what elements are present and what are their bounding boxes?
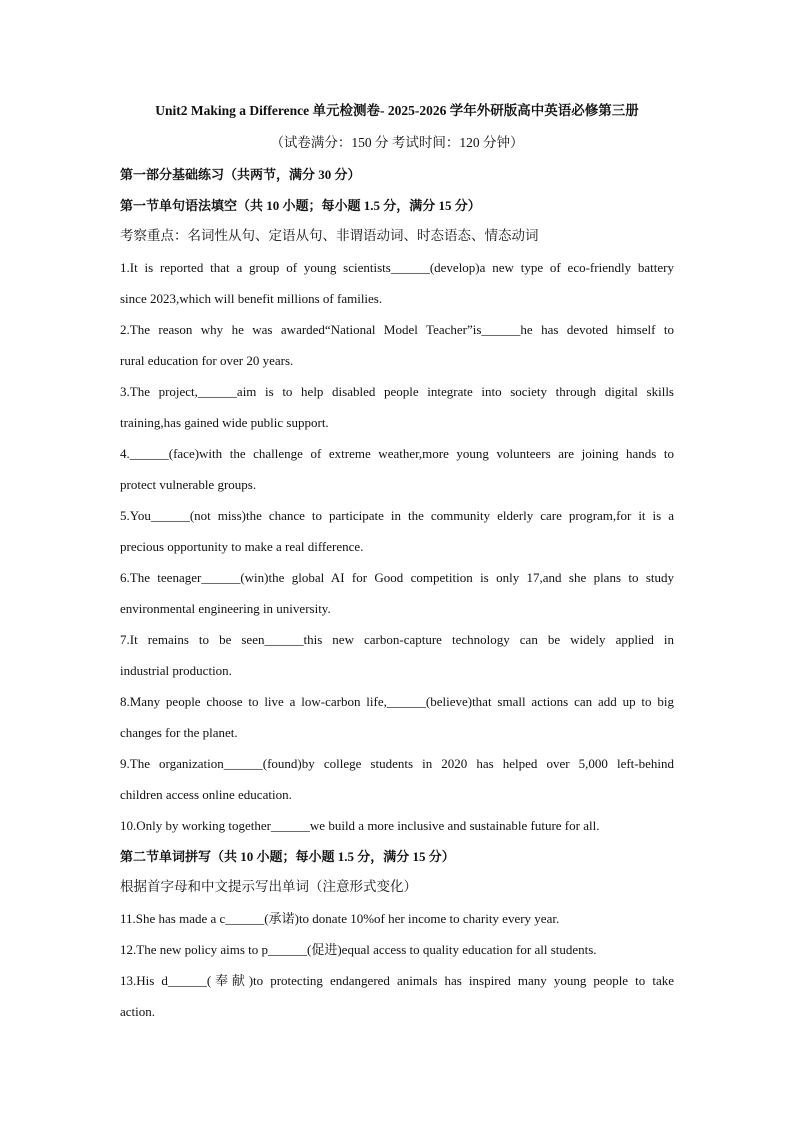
question-4-line-1: 4.______(face)with the challenge of extreme weather,more young volunteers are joining hands to [120, 446, 674, 461]
question-5-line-2: precious opportunity to make a real difference. [120, 539, 364, 554]
question-4-line-2: protect vulnerable groups. [120, 477, 257, 492]
section1-focus: 考察重点：名词性从句、定语从句、非谓语动词、时态语态、情态动词 [120, 228, 539, 244]
question-7-line-2: industrial production. [120, 663, 232, 678]
question-11-line-1: 11.She has made a c______(承诺)to donate 10%of her income to charity every year. [120, 911, 560, 926]
question-3-line-2: training,has gained wide public support. [120, 415, 329, 430]
question-3-line-1: 3.The project,______aim is to help disabled people integrate into society through digital skills [120, 384, 674, 399]
part1-heading: 第一部分基础练习（共两节，满分 30 分） [120, 167, 361, 182]
question-1-line-1: 1.It is reported that a group of young scientists______(develop)a new type of eco-friendly battery [120, 260, 674, 275]
question-2-line-1: 2.The reason why he was awarded“National Model Teacher”is______he has devoted himself to [120, 322, 674, 337]
question-2-line-2: rural education for over 20 years. [120, 353, 294, 368]
section1-heading: 第一节单句语法填空（共 10 小题；每小题 1.5 分，满分 15 分） [120, 198, 481, 213]
document-subtitle: （试卷满分：150 分 考试时间：120 分钟） [270, 135, 524, 150]
section2-heading: 第二节单词拼写（共 10 小题；每小题 1.5 分，满分 15 分） [120, 849, 455, 864]
question-9-line-2: children access online education. [120, 787, 292, 802]
question-8-line-1: 8.Many people choose to live a low-carbon life,______(believe)that small actions can add up to big [120, 694, 674, 709]
question-13-line-2: action. [120, 1004, 156, 1019]
document-title: Unit2 Making a Difference 单元检测卷- 2025-2026 学年外研版高中英语必修第三册 [155, 103, 639, 118]
question-6-line-1: 6.The teenager______(win)the global AI for Good competition is only 17,and she plans to study [120, 570, 674, 585]
question-12-line-1: 12.The new policy aims to p______(促进)equal access to quality education for all students. [120, 942, 597, 957]
question-8-line-2: changes for the planet. [120, 725, 238, 740]
question-7-line-1: 7.It remains to be seen______this new carbon-capture technology can be widely applied in [120, 632, 674, 647]
question-5-line-1: 5.You______(not miss)the chance to participate in the community elderly care program,for it is a [120, 508, 674, 523]
exam-content [120, 159, 674, 1027]
question-6-line-2: environmental engineering in university. [120, 601, 331, 616]
question-9-line-1: 9.The organization______(found)by college students in 2020 has helped over 5,000 left-behind [120, 756, 674, 771]
question-10-line-1: 10.Only by working together______we build a more inclusive and sustainable future for all. [120, 818, 600, 833]
question-1-line-2: since 2023,which will benefit millions of families. [120, 291, 383, 306]
section2-instruction: 根据首字母和中文提示写出单词（注意形式变化） [120, 879, 417, 895]
question-13-line-1: 13.His d______(奉献)to protecting endangered animals has inspired many young people to take [120, 973, 674, 988]
